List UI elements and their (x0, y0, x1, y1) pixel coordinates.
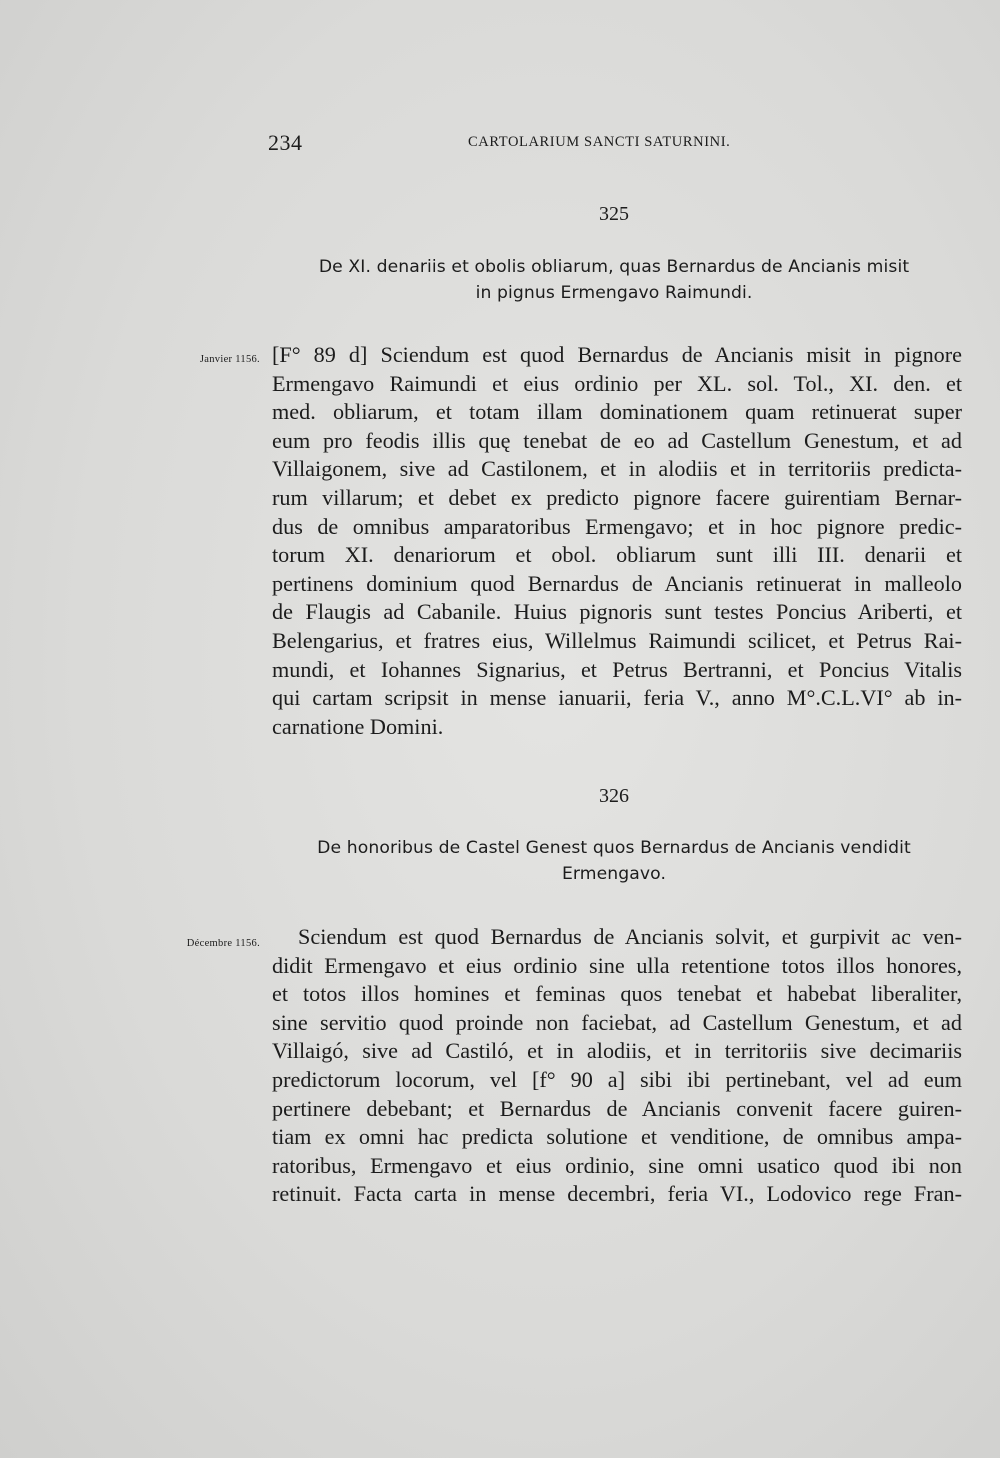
text-line: qui cartam scripsit in mense ianuarii, feria V., anno M°.C.L.VI° ab in- (272, 685, 962, 711)
title-line: Ermengavo. (561, 864, 667, 884)
text-line: dus de omnibus amparatoribus Ermengavo; et in hoc pignore predic- (272, 513, 962, 539)
text-line: Sciendum est quod Bernardus de Ancianis solvit, et gurpivit ac ven- (298, 924, 962, 949)
document-number: 326 (599, 785, 629, 807)
text-line: rum villarum; et debet ex predicto pignore facere guirentiam Bernar- (272, 484, 962, 510)
text-line: ratoribus, Ermengavo et eius ordinio, sine omni usatico quod ibi non (272, 1152, 962, 1178)
text-line: Belengarius, et fratres eius, Willelmus Raimundi scilicet, et Petrus Rai- (272, 627, 962, 653)
text-line: Villaigó, sive ad Castiló, et in alodiis, et in territoriis sive decimariis (272, 1038, 962, 1064)
text-line: didit Ermengavo et eius ordinio sine ulla retentione totos illos honores, (272, 952, 962, 978)
text-line: [F° 89 d] Sciendum est quod Bernardus de Ancianis misit in pignore (272, 342, 962, 367)
text-line: Villaigonem, sive ad Castilonem, et in alodiis et in territoriis predicta- (272, 456, 962, 482)
text-line: sine servitio quod proinde non faciebat, ad Castellum Genestum, et ad (272, 1009, 962, 1035)
text-line: carnatione Domini. (272, 713, 444, 739)
running-title: CARTOLARIUM SANCTI SATURNINI. (468, 134, 731, 150)
text-line: retinuit. Facta carta in mense decembri, feria VI., Lodovico rege Fran- (272, 1181, 962, 1207)
margin-date: Janvier 1156. (199, 354, 260, 365)
page-number: 234 (268, 130, 303, 155)
text-line: Ermengavo Raimundi et eius ordinio per XL. sol. Tol., XI. den. et (272, 370, 962, 396)
document-number: 325 (599, 203, 629, 225)
document-title (268, 835, 960, 887)
text-line: predictorum locorum, vel [f° 90 a] sibi ibi pertinebant, vel ad eum (272, 1066, 962, 1092)
text-line: pertinere debebant; et Bernardus de Ancianis convenit facere guiren- (272, 1095, 962, 1121)
document-body (272, 341, 962, 741)
title-line: De XI. denariis et obolis obliarum, quas Bernardus de Ancianis misit (318, 257, 910, 277)
text-line: pertinens dominium quod Bernardus de Ancianis retinuerat in malleolo (272, 570, 962, 596)
document-title (268, 254, 960, 306)
text-line: med. obliarum, et totam illam dominationem quam retinuerat super (272, 399, 962, 425)
text-line: eum pro feodis illis quę tenebat de eo ad Castellum Genestum, et ad (272, 427, 962, 453)
title-line: De honoribus de Castel Genest quos Bernardus de Ancianis vendidit (317, 838, 911, 858)
text-line: de Flaugis ad Cabanile. Huius pignoris sunt testes Poncius Ariberti, et (272, 599, 962, 625)
page-header (268, 130, 960, 160)
text-line: et totos illos homines et feminas quos tenebat et habebat liberaliter, (272, 981, 962, 1007)
text-line: tiam ex omni hac predicta solutione et venditione, de omnibus ampa- (272, 1124, 962, 1150)
margin-date: Décembre 1156. (186, 938, 260, 949)
text-line: torum XI. denariorum et obol. obliarum sunt illi III. denarii et (272, 542, 962, 568)
title-line: in pignus Ermengavo Raimundi. (475, 283, 753, 303)
text-line: mundi, et Iohannes Signarius, et Petrus Bertranni, et Poncius Vitalis (272, 656, 962, 682)
document-body (272, 923, 962, 1209)
